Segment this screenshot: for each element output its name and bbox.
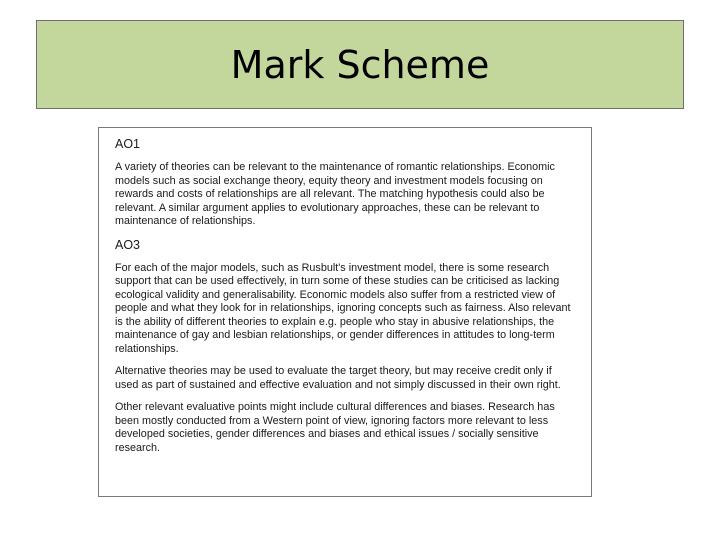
page-title: Mark Scheme (230, 42, 490, 87)
title-banner (36, 20, 684, 109)
ao3-paragraph-1: For each of the major models, such as Rusbult's investment model, there is some research support that can be used effectively, in turn some of these studies can be criticised as lacking ecological validity and generalisability. Economic models also suffer from a restricted view of people and what they look for in relationships, ignoring concepts such as fairness. Also relevant is the ability of different theories to explain e.g. people who stay in abusive relationships, the maintenance of gay and lesbian relationships, or gender differences in attitudes to long-term relationships. (115, 261, 571, 355)
mark-scheme-box (98, 127, 592, 497)
ao3-paragraph-3: Other relevant evaluative points might include cultural differences and biases. Research has been mostly conducted from a Western point of view, ignoring factors more relevant to less developed societies, gender differences and biases and ethical issues / socially sensitive research. (115, 401, 555, 454)
ao1-paragraph: A variety of theories can be relevant to the maintenance of romantic relationships. Economic models such as social exchange theory, equity theory and investment models focusing on rewards and costs of relationships are all relevant. The matching hypothesis could also be relevant. A similar argument applies to evolutionary approaches, these can be relevant to maintenance of relationships. (115, 161, 555, 227)
section-heading-ao3: AO3 (115, 237, 141, 252)
ao3-paragraph-2: Alternative theories may be used to evaluate the target theory, but may receive credit only if used as part of sustained and effective evaluation and not simply discussed in their own right. (115, 365, 561, 391)
section-heading-ao1: AO1 (115, 137, 141, 151)
